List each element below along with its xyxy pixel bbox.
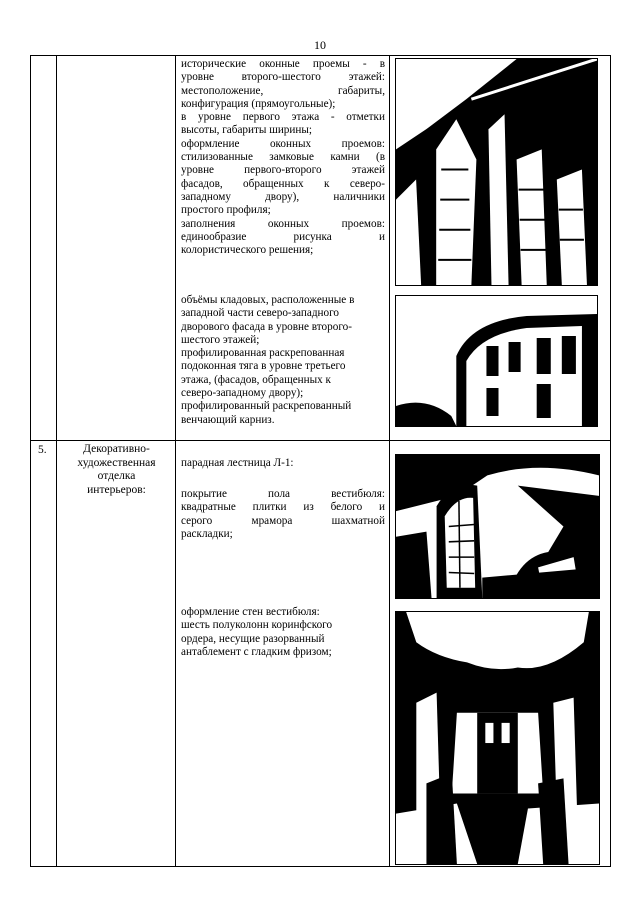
staircase-title: парадная лестница Л-1:: [181, 457, 294, 469]
facade-photo-1: [395, 58, 598, 286]
row-category: Декоративно- художественная отделка интерьеров:: [77, 443, 156, 496]
facade-photo-2: [395, 295, 598, 427]
page-number: 10: [314, 38, 326, 52]
walls-text: оформление стен вестибюля: шесть полуколонн коринфского ордера, несущие разорванный антаблемент с гладким фризом;: [181, 606, 333, 658]
floor-text: покрытие пола вестибюля: квадратные плитки из белого и серого мрамора шахматной раскладки;: [181, 488, 385, 540]
interior-photo-1: [395, 454, 600, 599]
row4-windows-text: исторические оконные проемы - в уровне второго-шестого этажей: местоположение, габариты, конфигурация (прямоугольные); в уровне первого этажа - отметки высоты, габариты ширины; оформление оконных проемов: стилизованные замковые камни (в уровне первого-второго этажей фасадов, обращенных к северо- западному двору), наличники простого профиля; заполнения оконных проемов: единообразие рисунка и колористического решения;: [181, 58, 385, 257]
row4-facade-text: объёмы кладовых, расположенные в западной части северо-западного дворового фасада в уровне второго- шестого этажей; профилированная раскрепованная подоконная тяга в уровне третьего этажа, (фасадов, обращенных к северо-западному двору); профилированный раскрепованный венчающий карниз.: [181, 294, 355, 426]
interior-photo-2: [395, 611, 600, 865]
row-number: 5.: [38, 444, 47, 456]
